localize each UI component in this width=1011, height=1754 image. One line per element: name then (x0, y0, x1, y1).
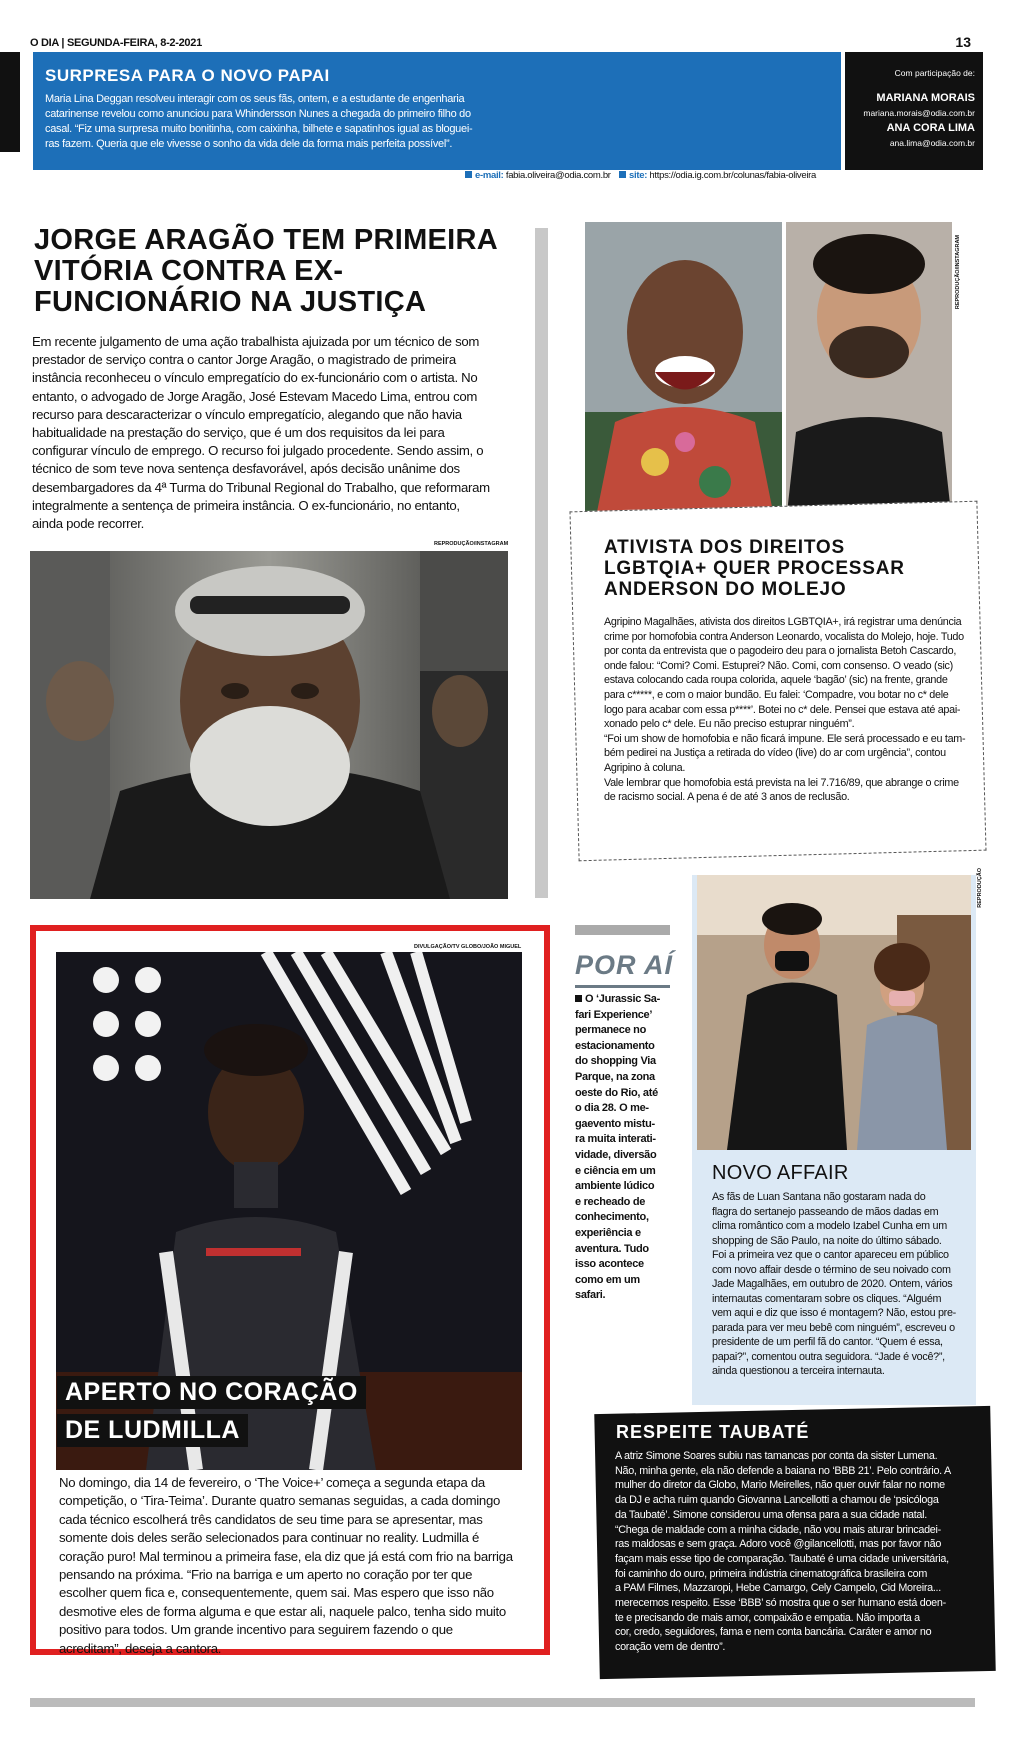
molejo-title (604, 537, 954, 600)
body-line: cor, credo, seguidores, fama e nem conta bancária. Caráter e amor no (615, 1626, 932, 1639)
body-line: Agripino à coluna. (604, 761, 686, 774)
title-line: FUNCIONÁRIO NA JUSTIÇA (34, 286, 427, 318)
body-line: habitualidade na prestação do serviço, que é um dos requisitos da lei para (32, 425, 445, 441)
body-line: instância reconheceu o vínculo empregatício do ex-funcionário com o artista. No (32, 370, 478, 386)
title-line: ATIVISTA DOS DIREITOS (604, 537, 845, 558)
body-line: te e precisando de mais amor, compaixão e empatia. Não importa a (615, 1611, 920, 1624)
photo-credit: REPRODUÇÃO/INSTAGRAM (955, 235, 961, 310)
decorative-gray-bar (575, 925, 670, 935)
body-line: estacionamento (575, 1039, 655, 1052)
body-line: xonado pelo c* dele. Eu não preciso estuprar ninguém”. (604, 718, 855, 731)
body-line: gaevento mistu- (575, 1117, 655, 1130)
body-line: vem aqui e diz que isso é montagem? Não, estou pre- (712, 1307, 956, 1319)
body-line: O ‘Jurassic Sa- (585, 993, 660, 1005)
body-line: cada técnico escolherá três candidatos de seu time para se apresentar, mas (59, 1511, 483, 1527)
article-title (34, 225, 534, 318)
body-line: do shopping Via (575, 1055, 656, 1068)
contact-line (459, 170, 816, 181)
por-ai-rule (575, 985, 670, 988)
por-ai-title: POR AÍ (575, 950, 674, 980)
body-line: da Taubaté’. Simone considerou uma ofensa para a sua cidade natal. (615, 1508, 927, 1521)
anderson-molejo-photo (585, 222, 782, 522)
promo-line: Maria Lina Deggan resolveu interagir com os seus fãs, ontem, e a estudante de engenharia (45, 93, 465, 105)
body-line: com novo affair desde o término de seu noivado com (712, 1263, 951, 1276)
body-line: mulher do diretor da Globo, Mario Meirelles, não quer ouvir falar no nome (615, 1479, 945, 1492)
promo-line: catarinense revelou como anunciou para Whindersson Nunes a chegada do primeiro filho do (45, 108, 471, 120)
body-line: As fãs de Luan Santana não gostaram nada do (712, 1191, 926, 1203)
body-line: e recheado de (575, 1195, 646, 1208)
body-line: Em recente julgamento de uma ação trabalhista ajuizada por um técnico de som (32, 334, 480, 349)
bullet-square-icon (575, 995, 582, 1002)
page-number: 13 (955, 34, 971, 50)
contributor-name: ANA CORA LIMA (886, 122, 975, 134)
voice-body (59, 1474, 521, 1658)
jorge-aragao-photo (30, 551, 508, 899)
body-line: safari. (575, 1289, 606, 1302)
body-line: fari Experience’ (575, 1008, 653, 1021)
promo-line: casal. “Fiz uma surpresa muito bonitinha, com caixinha, bilhete e sapatinhos igual as bloguei- (45, 123, 473, 135)
site-link[interactable]: https://odia.ig.com.br/colunas/fabia-oliveira (649, 170, 816, 181)
body-line: coração vem de dentro”. (615, 1641, 726, 1654)
body-line: competição, o ‘Tira-Teima’. Durante quatro semanas seguidas, a cada domingo (59, 1493, 501, 1509)
promo-banner (33, 52, 841, 170)
body-line: Agripino Magalhães, ativista dos direitos LGBTQIA+, irá registrar uma denúncia (604, 616, 962, 628)
body-line: recurso para descaracterizar o vínculo empregatício, alegando que não havia (32, 406, 462, 422)
body-line: logo para acabar com essa p****’. Botei no c* dele. Pensei que estava até apai- (604, 703, 961, 716)
contributors-box (845, 52, 983, 170)
title-line: VITÓRIA CONTRA EX- (34, 255, 344, 287)
body-line: e ciência em um (575, 1164, 656, 1177)
luan-santana-photo (697, 875, 971, 1150)
body-line: conhecimento, (575, 1211, 649, 1224)
footer-gray-bar (30, 1698, 975, 1707)
body-line: A atriz Simone Soares subiu nas tamancas por conta da sister Lumena. (615, 1450, 938, 1462)
body-line: desembargadores da 4ª Turma do Tribunal Regional do Trabalho, que reformaram (32, 479, 490, 495)
voice-headline-1: APERTO NO CORAÇÃO (57, 1376, 366, 1409)
photo-credit: REPRODUÇÃO/INSTAGRAM (434, 541, 509, 547)
body-line: como em um (575, 1273, 640, 1286)
body-line: acreditam”, deseja a cantora. (59, 1640, 222, 1656)
body-line: Foi a primeira vez que o cantor apareceu em público (712, 1249, 949, 1261)
body-line: Vale lembrar que homofobia está prevista na lei 7.716/89, que abrange o crime (604, 776, 959, 789)
body-line: o dia 28. O me- (575, 1102, 649, 1115)
body-line: bém pedirei na Justiça a retirada do vídeo (live) do ar com urgência”, contou (604, 747, 946, 760)
body-line: “Foi um show de homofobia e não ficará impune. Ele será processado e eu tam- (604, 732, 966, 745)
contributor-email: ana.lima@odia.com.br (889, 138, 975, 148)
promo-title: SURPRESA PARA O NOVO PAPAI (45, 66, 330, 85)
body-line: de racismo social. A pena é de até 3 anos de reclusão. (604, 791, 850, 804)
body-line: escolher quem fica e, consequentemente, quem sai. Mas espero que isso não (59, 1585, 494, 1601)
body-line: somente dois deles serão selecionados para continuar no reality. Ludmilla é (59, 1530, 480, 1546)
title-line: ANDERSON DO MOLEJO (604, 579, 847, 600)
body-line: ras maldosas e sem graça. Adoro você @gilancellotti, mas por favor não (615, 1538, 942, 1551)
body-line: ambiente lúdico (575, 1180, 655, 1193)
body-line: por conta da entrevista que o pagodeiro deu para o jornalista Betoh Cascardo, (604, 645, 957, 658)
body-line: a PAM Filmes, Mazzaropi, Hebe Camargo, Cely Campelo, Cid Moreira... (615, 1582, 941, 1595)
promo-line: ras fazem. Queria que ele vivesse o sonho da vida dele da forma mais perfeita possível”. (45, 138, 453, 150)
affair-title: NOVO AFFAIR (712, 1162, 849, 1184)
title-line: JORGE ARAGÃO TEM PRIMEIRA (34, 224, 499, 256)
body-line: pensando na próxima. “Frio na barriga e um aperto no coração por ter que (59, 1567, 473, 1583)
body-line: configurar vínculo de emprego. O recurso foi julgado procedente. Sendo assim, o (32, 443, 484, 459)
taubate-body (615, 1449, 971, 1655)
contributor-name: MARIANA MORAIS (876, 92, 975, 104)
body-line: crime por homofobia contra Anderson Leonardo, vocalista do Molejo, hoje. Tudo (604, 630, 964, 643)
body-line: onde falou: “Comi? Comi. Estuprei? Não. Comi, com consenso. O veado (sic) (604, 659, 953, 672)
body-line: shopping de São Paulo, na noite do último sábado. (712, 1234, 942, 1247)
brand-name: O DIA (30, 37, 59, 49)
body-line: façam mais esse tipo de comparação. Taubaté é uma cidade universitária, (615, 1552, 949, 1565)
body-line: papai?”, comentou outra seguidora. “Jade é você?”, (712, 1350, 945, 1363)
header-date: SEGUNDA-FEIRA, 8-2-2021 (66, 37, 202, 49)
contributor-email: mariana.morais@odia.com.br (863, 108, 975, 118)
molejo-body (604, 615, 969, 805)
body-line: clima romântico com a modelo Izabel Cunha em um (712, 1220, 947, 1232)
header-separator: | (61, 37, 65, 49)
body-line: desmotive eles de forma alguma e que estar ali, naquele palco, tenha sido muito (59, 1603, 506, 1619)
body-line: experiência e (575, 1226, 641, 1239)
body-line: ra muita interati- (575, 1133, 656, 1146)
body-line: oeste do Rio, até (575, 1086, 658, 1099)
body-line: permanece no (575, 1024, 646, 1037)
email-label: e-mail: (474, 170, 504, 181)
body-line: aventura. Tudo (575, 1242, 649, 1255)
photo-credit: DIVULGAÇÃO/TV GLOBO/JOÃO MIGUEL (414, 944, 522, 950)
body-line: Parque, na zona (575, 1070, 655, 1083)
body-line: ainda questionou a terceira internauta. (712, 1365, 885, 1377)
bullet-square-icon (619, 171, 626, 178)
site-label: site: (629, 170, 648, 181)
body-line: coração puro! Mal terminou a primeira fase, ela diz que já está com frio na barriga (59, 1548, 513, 1564)
body-line: Não, minha gente, ela não defende a baiana no ‘BBB 21’. Pelo contrário. A (615, 1464, 951, 1477)
body-line: isso acontece (575, 1258, 644, 1271)
decorative-gray-bar (535, 228, 548, 898)
contributors-label: Com participação de: (894, 68, 975, 78)
body-line: merecemos respeito. Esse ‘BBB’ só mostra que o ser humano está doen- (615, 1597, 946, 1610)
body-line: vidade, diversão (575, 1148, 657, 1161)
body-line: flagra do sertanejo passeando de mãos dadas em (712, 1205, 939, 1218)
body-line: ainda pode recorrer. (32, 516, 145, 532)
body-line: entanto, o advogado de Jorge Aragão, José Estevam Macedo Lima, entrou com (32, 388, 478, 404)
taubate-title: RESPEITE TAUBATÉ (616, 1422, 810, 1442)
body-line: integralmente a sentença de primeira instância. O ex-funcionário, no entanto, (32, 497, 460, 513)
body-line: estava colocando cada roupa colorida, aquele ‘bagão’ (sic) na frente, grande (604, 674, 948, 687)
body-line: Jade Magalhães, em outubro de 2020. Ontem, vários (712, 1278, 953, 1290)
body-line: prestador de serviço contra o cantor Jorge Aragão, o magistrado de primeira (32, 352, 456, 368)
title-line: LGBTQIA+ QUER PROCESSAR (604, 558, 905, 579)
agripino-magalhaes-photo (786, 222, 952, 522)
body-line: parada para ver meu bebê com ninguém”, escreveu o (712, 1321, 955, 1334)
email-link[interactable]: fabia.oliveira@odia.com.br (505, 170, 611, 181)
body-line: da DJ e acha ruim quando Giovanna Lancellotti a chamou de ‘psicóloga (615, 1494, 939, 1507)
decorative-black-bar (0, 52, 20, 152)
body-line: foi caminho do ouro, primeira indústria cinematográfica brasileira com (615, 1567, 928, 1580)
body-line: para c*****, e com o maior bundão. Eu falei: ‘Compadre, vou botar no c* dele (604, 688, 949, 701)
body-line: “Chega de maldade com a minha cidade, não vou mais aturar brincadei- (615, 1523, 941, 1536)
affair-body (712, 1190, 967, 1379)
body-line: técnico de som teve nova sentença desfavorável, após decisão unânime dos (32, 461, 460, 477)
body-line: internautas comentaram sobre os cliques. “Alguém (712, 1292, 942, 1305)
article-body (32, 333, 532, 533)
por-ai-body (575, 992, 673, 1304)
page-header (30, 37, 202, 49)
body-line: presidente de um perfil fã do cantor. “Quem é essa, (712, 1336, 943, 1348)
photo-credit: REPRODUÇÃO (977, 868, 983, 908)
body-line: No domingo, dia 14 de fevereiro, o ‘The Voice+’ começa a segunda etapa da (59, 1475, 485, 1490)
bullet-square-icon (465, 171, 472, 178)
body-line: positivo para todos. Um grande incentivo para seguirem fazendo o que (59, 1622, 453, 1638)
promo-text (45, 92, 605, 152)
voice-headline-2: DE LUDMILLA (57, 1414, 248, 1447)
